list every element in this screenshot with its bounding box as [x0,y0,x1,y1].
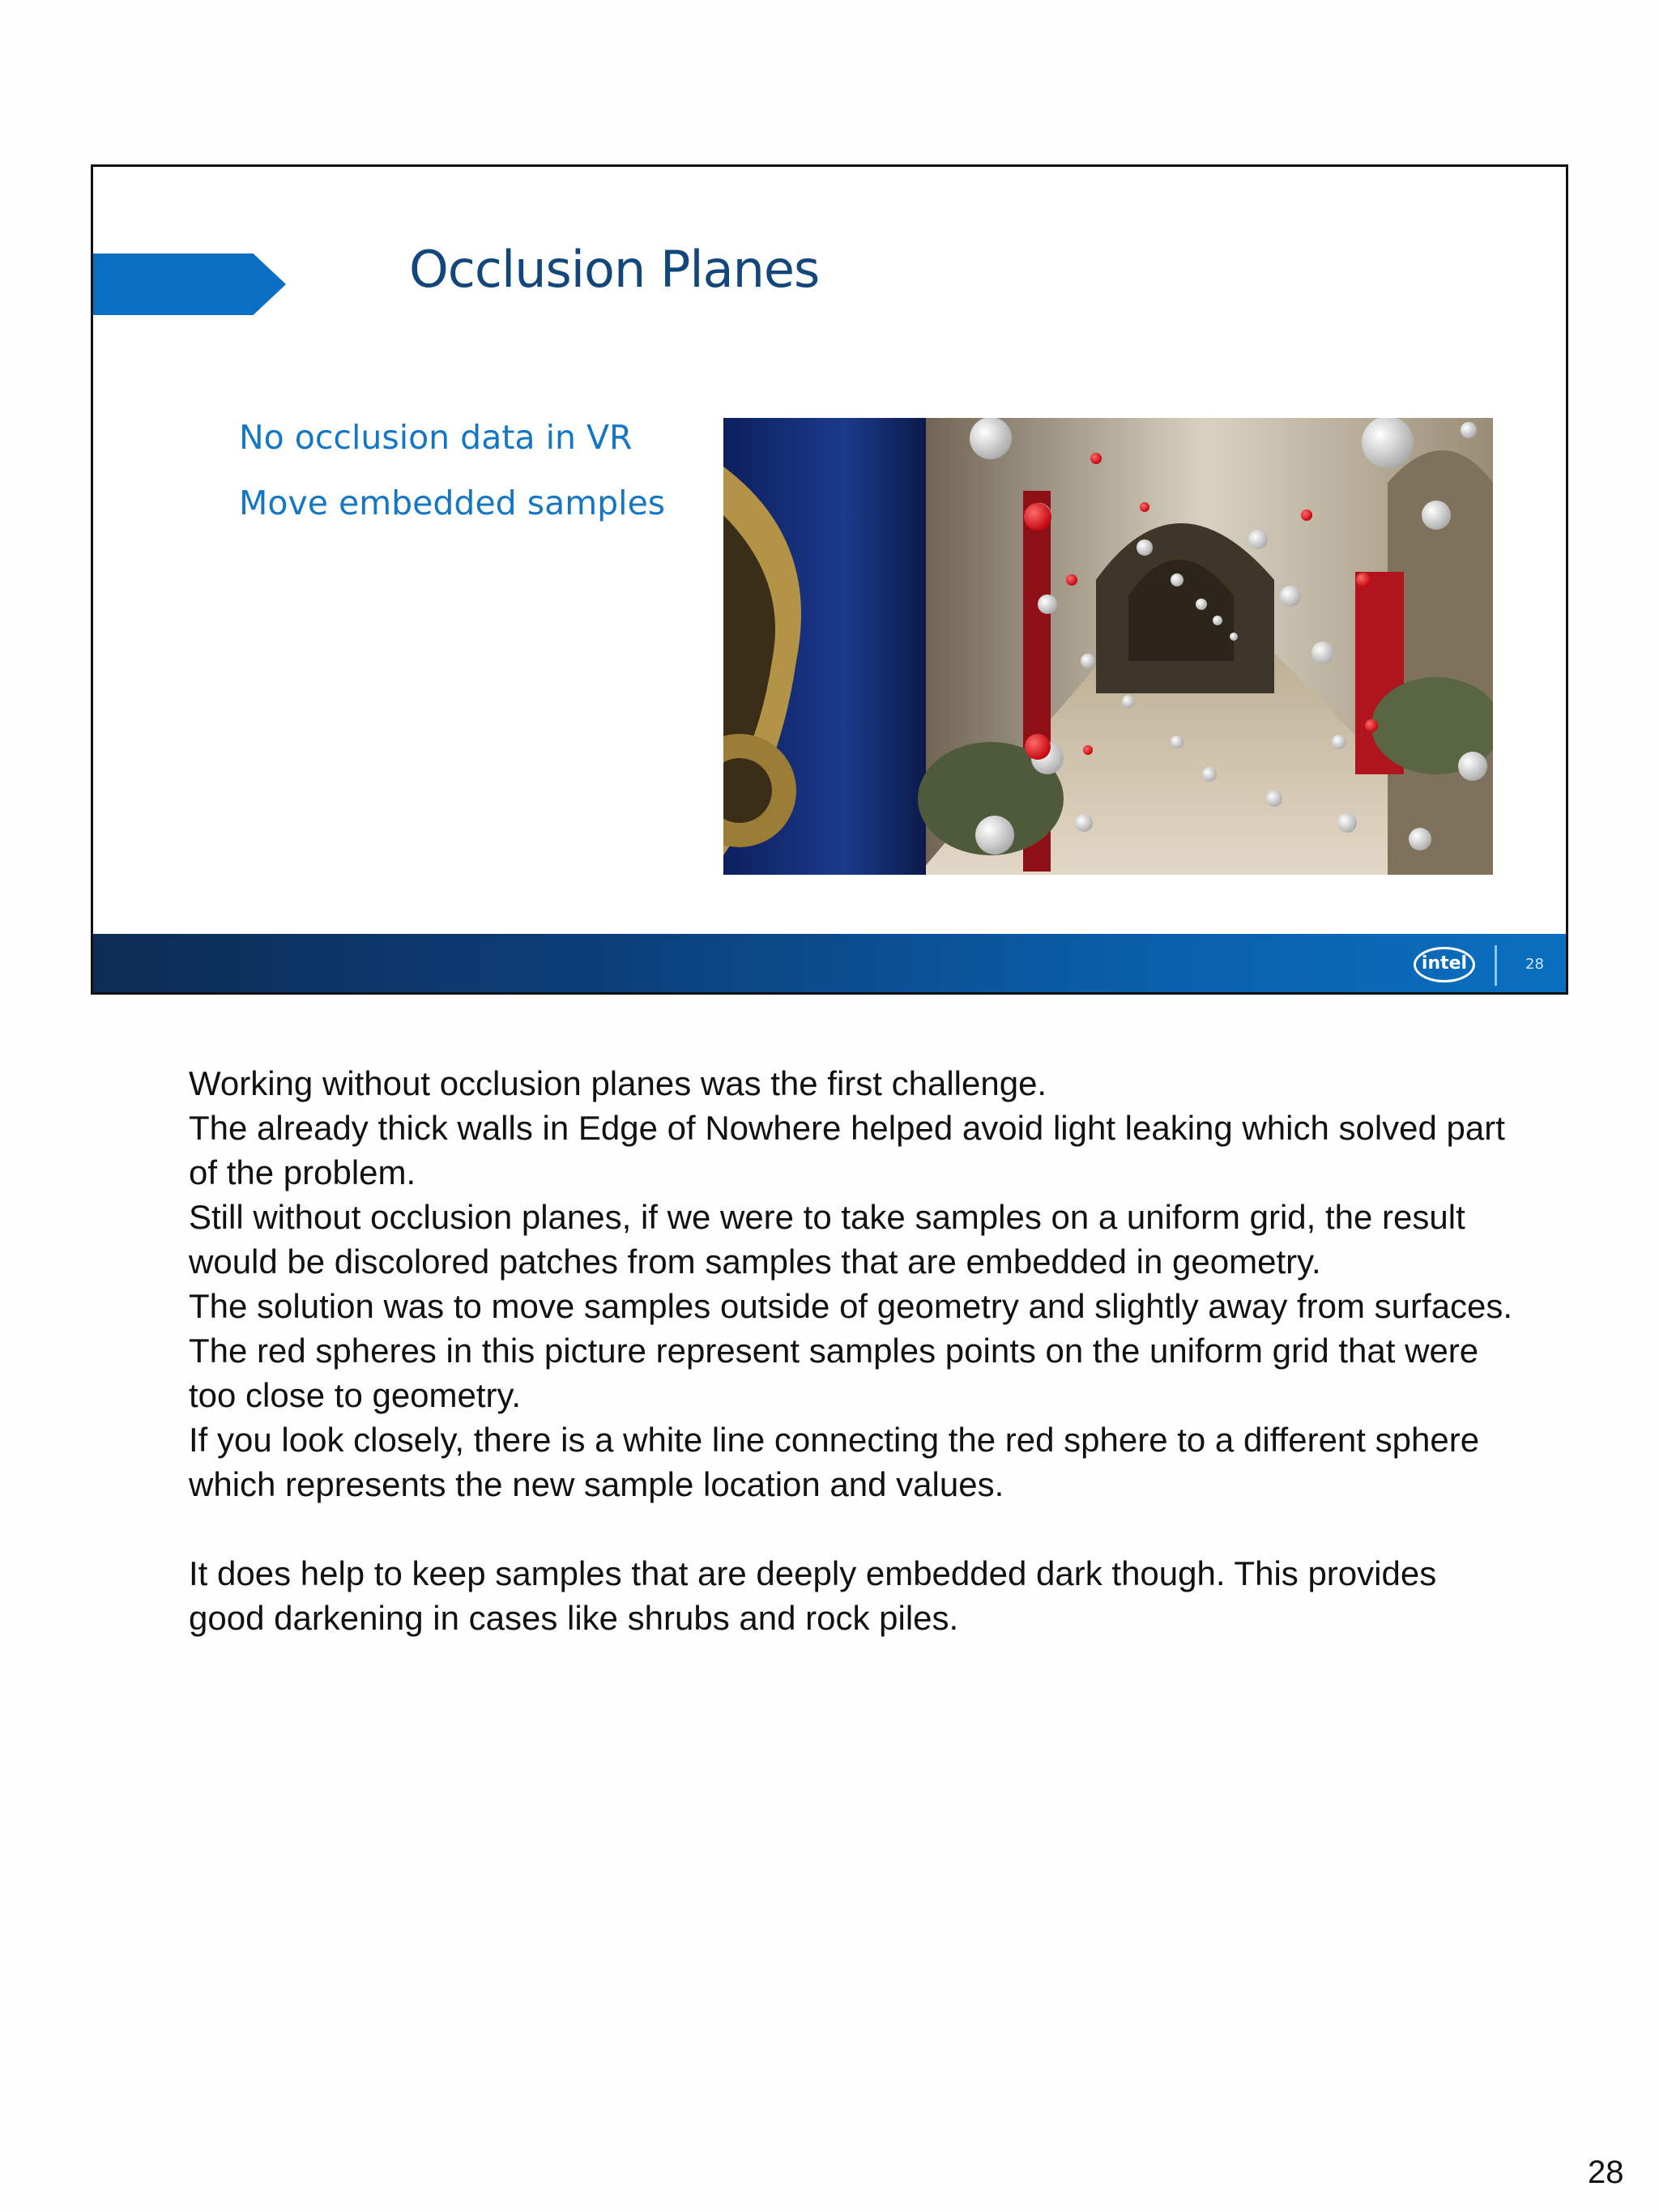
bullet-item: No occlusion data in VR [239,418,633,457]
notes-line: The already thick walls in Edge of Nowhere helped avoid light leaking which solved part of the problem. [189,1109,1505,1191]
notes-line: The solution was to move samples outside of geometry and slightly away from surfaces. [189,1287,1513,1325]
notes-line: If you look closely, there is a white line connecting the red sphere to a different sphere which represents the new sample location and values. [189,1421,1480,1503]
slide-number: 28 [1525,956,1544,973]
bullet-item: Move embedded samples [239,484,666,522]
notes-line: The red spheres in this picture represent samples points on the uniform grid that were too close to geometry. [189,1332,1479,1414]
chevron-accent [93,254,286,315]
notes-line: Working without occlusion planes was the first challenge. [189,1064,1047,1102]
notes-line: It does help to keep samples that are deeply embedded dark though. This provides good darkening in cases like shrubs and rock piles. [189,1554,1437,1637]
speaker-notes [189,1061,1517,1640]
slide-thumbnail [91,164,1568,995]
slide-bullets [239,418,665,549]
footer-divider [1495,945,1497,986]
sponza-render-image [723,418,1493,875]
slide-title: Occlusion Planes [409,240,820,299]
page-number: 28 [1588,2154,1624,2190]
notes-spacer [189,1507,1517,1551]
slide-footer-bar [93,934,1568,995]
notes-line: Still without occlusion planes, if we were to take samples on a uniform grid, the result would be discolored patches from samples that are embedded in geometry. [189,1198,1465,1281]
intel-logo: intel [1414,947,1475,982]
